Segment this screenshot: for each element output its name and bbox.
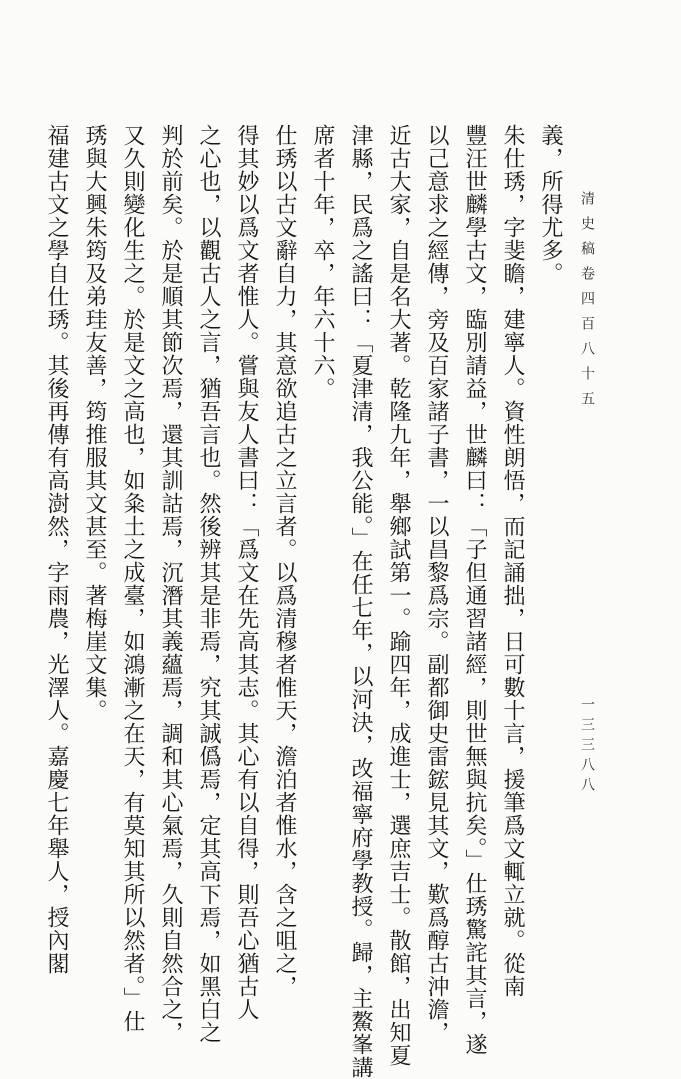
text-column: 豐汪世麟學古文，臨別請益，世麟曰：「子但通習諸經，則世無與抗矣。」仕琇驚詫其言，遂 [462,124,487,1056]
running-title: 清史稿卷四百八十五 [579,191,595,416]
text-column: 近古大家，自是名大著。乾隆九年，舉鄉試第一。踰四年，成進士，選庶吉士。散館，出知夏 [386,124,411,1067]
text-column: 得其妙以爲文者惟人。嘗與友人書曰：「爲文在先高其志。其心有以自得，則吾心猶古人 [234,124,259,1021]
text-column: 之心也，以觀古人之言，猶吾言也。然後辨其是非焉，究其誠僞焉，定其高下焉，如黑白之 [196,124,221,1044]
text-column: 義，所得尤多。 [538,124,563,285]
text-column: 席者十年，卒，年六十六。 [310,124,335,400]
text-column: 以己意求之經傳，旁及百家諸子書，一以昌黎爲宗。副都御史雷鋐見其文，歎爲醇古沖澹， [424,124,449,1044]
page-number: 一三三八八 [579,697,595,797]
text-column: 朱仕琇，字斐瞻，建寧人。資性朗悟，而記誦拙，日可數十言，援筆爲文輒立就。從南 [500,124,525,998]
text-column: 津縣，民爲之謠曰：「夏津清，我公能。」在任七年，以河決，改福寧府學教授。歸，主鰲峯講 [348,124,373,1079]
text-column: 判於前矣。於是順其節次焉，還其訓詁焉，沉潛其義蘊焉，調和其心氣焉，久則自然合之， [158,124,183,1044]
text-column: 又久則變化生之。於是文之高也，如粂土之成臺，如鴻漸之在天，有莫知其所以然者。」仕 [120,124,145,1033]
text-column: 仕琇以古文辭自力，其意欲追古之立言者。以爲清穆者惟天，澹泊者惟水，含之咀之， [272,124,297,998]
text-column: 福建古文之學自仕琇。其後再傳有高澍然，字雨農，光澤人。嘉慶七年舉人，授內閣 [44,124,69,975]
text-column: 琇與大興朱筠及弟珪友善，筠推服其文甚至。著梅崖文集。 [82,124,107,722]
vertical-text-body [37,124,569,1079]
